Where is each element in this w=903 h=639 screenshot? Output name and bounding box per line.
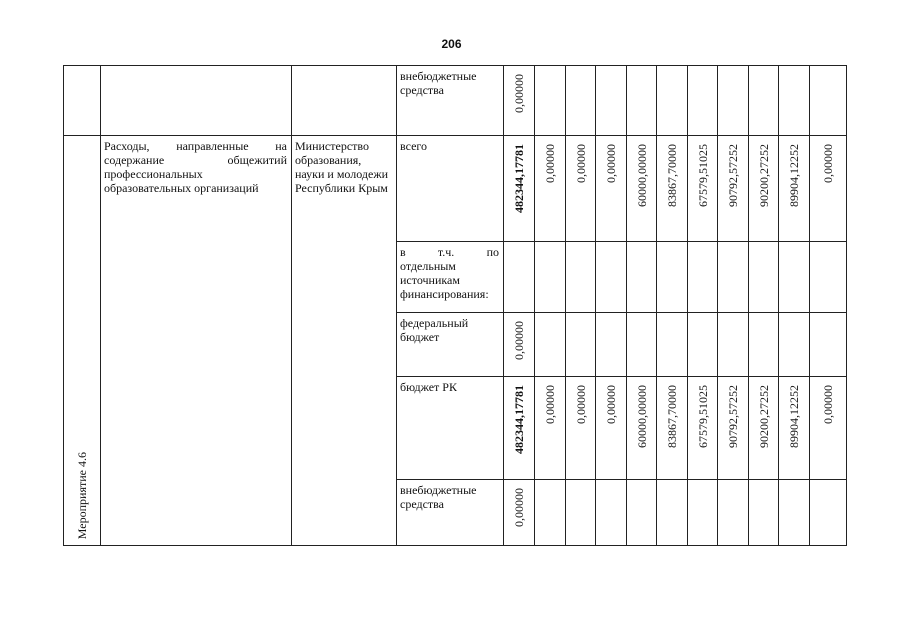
year-cell — [596, 66, 627, 136]
activity-label-cell-empty — [64, 66, 101, 136]
year-cell — [779, 480, 810, 546]
source-cell — [397, 480, 504, 546]
year-cell — [657, 377, 688, 480]
year-cell — [596, 377, 627, 480]
year-cell — [627, 136, 657, 242]
year-cell — [566, 313, 596, 377]
year-cell — [596, 313, 627, 377]
year-cell — [779, 313, 810, 377]
source-label: федеральный бюджет — [400, 316, 469, 344]
total-cell — [504, 136, 535, 242]
source-cell — [397, 242, 504, 313]
year-cell — [535, 377, 566, 480]
year-value: 0,00000 — [821, 144, 835, 183]
year-value: 60000,00000 — [634, 144, 649, 207]
year-value: 90200,27252 — [756, 144, 771, 207]
activity-label-cell — [64, 136, 101, 546]
year-cell — [566, 242, 596, 313]
budget-table — [63, 65, 847, 546]
year-cell — [596, 136, 627, 242]
year-cell — [657, 313, 688, 377]
year-cell — [535, 242, 566, 313]
description-cell-empty — [101, 66, 292, 136]
description-cell — [101, 136, 292, 546]
year-cell — [779, 377, 810, 480]
year-cell — [810, 377, 847, 480]
year-cell — [718, 313, 749, 377]
year-cell — [566, 377, 596, 480]
source-cell — [397, 66, 504, 136]
year-cell — [657, 480, 688, 546]
activity-description: Расходы, направленные на содержание общежитий профессиональных образовательных организаций — [104, 139, 287, 195]
total-value: 0,00000 — [512, 488, 526, 527]
year-cell — [779, 242, 810, 313]
year-cell — [535, 66, 566, 136]
year-cell — [779, 136, 810, 242]
source-cell — [397, 313, 504, 377]
year-cell — [535, 480, 566, 546]
total-cell — [504, 480, 535, 546]
year-cell — [718, 136, 749, 242]
year-cell — [749, 377, 779, 480]
year-value: 89904,12252 — [787, 144, 801, 207]
year-value: 90792,57252 — [726, 385, 740, 448]
total-value: 0,00000 — [512, 321, 526, 360]
year-cell — [749, 480, 779, 546]
year-cell — [566, 66, 596, 136]
source-cell — [397, 136, 504, 242]
year-cell — [749, 66, 779, 136]
year-value: 0,00000 — [573, 385, 588, 424]
year-value: 90792,57252 — [726, 144, 740, 207]
year-cell — [810, 136, 847, 242]
year-cell — [688, 66, 718, 136]
year-cell — [657, 242, 688, 313]
year-cell — [749, 136, 779, 242]
year-cell — [810, 313, 847, 377]
year-cell — [688, 313, 718, 377]
activity-executor: Министерство образования, науки и молодежи Республики Крым — [295, 139, 389, 195]
year-value: 0,00000 — [573, 144, 588, 183]
year-cell — [566, 136, 596, 242]
year-cell — [688, 377, 718, 480]
year-value: 0,00000 — [604, 144, 618, 183]
total-cell — [504, 242, 535, 313]
year-cell — [627, 242, 657, 313]
year-cell — [627, 66, 657, 136]
year-cell — [749, 242, 779, 313]
year-cell — [627, 480, 657, 546]
total-cell — [504, 66, 535, 136]
total-value: 482344,17781 — [512, 144, 526, 213]
year-cell — [718, 242, 749, 313]
total-cell — [504, 313, 535, 377]
year-cell — [657, 136, 688, 242]
year-cell — [810, 66, 847, 136]
total-value: 482344,17781 — [512, 385, 526, 454]
year-value: 89904,12252 — [787, 385, 801, 448]
year-cell — [627, 313, 657, 377]
year-value: 83867,70000 — [665, 144, 679, 207]
year-cell — [596, 480, 627, 546]
executor-cell-empty — [292, 66, 397, 136]
executor-cell — [292, 136, 397, 546]
year-cell — [688, 136, 718, 242]
year-value: 0,00000 — [543, 385, 557, 424]
year-cell — [779, 66, 810, 136]
year-value: 90200,27252 — [756, 385, 771, 448]
year-cell — [627, 377, 657, 480]
year-value: 67579,51025 — [695, 385, 710, 448]
year-cell — [718, 377, 749, 480]
source-label: внебюджетные средства — [400, 69, 477, 97]
year-value: 67579,51025 — [695, 144, 710, 207]
year-cell — [810, 480, 847, 546]
year-cell — [810, 242, 847, 313]
year-value: 0,00000 — [604, 385, 618, 424]
year-cell — [566, 480, 596, 546]
source-label: внебюджетные средства — [400, 483, 477, 511]
year-cell — [535, 313, 566, 377]
year-cell — [535, 136, 566, 242]
activity-label: Мероприятие 4.6 — [75, 451, 89, 539]
year-cell — [749, 313, 779, 377]
year-cell — [596, 242, 627, 313]
source-label: бюджет РК — [400, 380, 457, 394]
source-label: в т.ч. по отдельным источникам финансирования: — [400, 245, 499, 301]
year-value: 0,00000 — [543, 144, 557, 183]
source-cell — [397, 377, 504, 480]
year-value: 0,00000 — [821, 385, 835, 424]
table-row — [64, 136, 847, 242]
year-cell — [718, 480, 749, 546]
year-cell — [718, 66, 749, 136]
source-label: всего — [400, 139, 428, 153]
year-cell — [688, 242, 718, 313]
table-row — [64, 66, 847, 136]
year-value: 60000,00000 — [634, 385, 649, 448]
year-cell — [688, 480, 718, 546]
year-value: 83867,70000 — [665, 385, 679, 448]
total-cell — [504, 377, 535, 480]
year-cell — [657, 66, 688, 136]
page-number: 206 — [441, 37, 462, 51]
total-value: 0,00000 — [512, 74, 526, 113]
